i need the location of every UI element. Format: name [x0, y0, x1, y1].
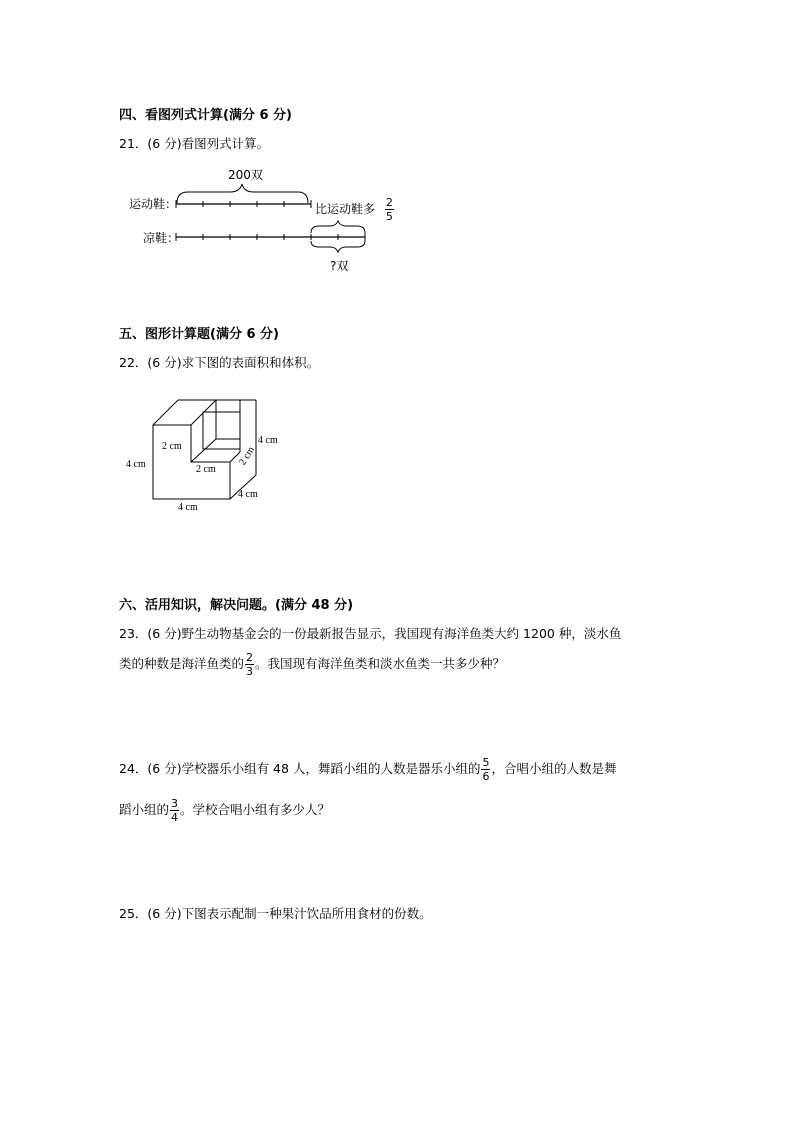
q21-compare-label: 比运动鞋多 [315, 202, 376, 216]
q22-left-height-label: 4 cm [126, 459, 146, 470]
q23-fraction [245, 652, 254, 677]
q24-fraction1-num: 5 [482, 756, 490, 769]
q21-line-segments [170, 180, 380, 260]
q24-fraction2-den: 4 [171, 811, 179, 824]
q22-bottom-width-label: 4 cm [178, 502, 198, 513]
q22-inner-depth-label: 2 cm [237, 444, 258, 468]
q21-fraction [385, 197, 394, 222]
q24-line1-b: ，合唱小组的人数是舞 [491, 761, 617, 776]
q22-right-height-label: 4 cm [258, 435, 278, 446]
q21-extra-top-brace [311, 221, 365, 233]
section4-heading: 四、看图列式计算(满分 6 分) [119, 108, 292, 123]
q23-line2-a: 类的种数是海洋鱼类的 [119, 656, 245, 671]
q22-text: 22．(6 分)求下图的表面积和体积。 [119, 355, 320, 370]
q24-fraction2-num: 3 [171, 797, 179, 810]
section6-heading: 六、活用知识，解决问题。(满分 48 分) [119, 598, 354, 613]
q21-top-brace [177, 184, 308, 203]
q23-line1: 23．(6 分)野生动物基金会的一份最新报告显示，我国现有海洋鱼类大约 1200 种，淡水鱼 [119, 626, 622, 641]
q24-fraction1 [481, 757, 490, 782]
q21-unknown-label: ?双 [330, 259, 349, 273]
q24-line2 [119, 798, 330, 823]
section5-heading: 五、图形计算题(满分 6 分) [119, 327, 279, 342]
q23-fraction-den: 3 [246, 665, 254, 678]
q22-bottom-depth-label: 4 cm [238, 489, 258, 500]
q21-fraction-num: 2 [385, 196, 393, 209]
q23-line2-b: 。我国现有海洋鱼类和淡水鱼类一共多少种？ [255, 656, 506, 671]
q21-row1-label: 运动鞋： [129, 197, 178, 211]
q24-line1-a: 24．(6 分)学校器乐小组有 48 人，舞蹈小组的人数是器乐小组的 [119, 761, 481, 776]
q24-line2-b: 。学校合唱小组有多少人？ [180, 802, 331, 817]
q25-text: 25．(6 分)下图表示配制一种果汁饮品所用食材的份数。 [119, 906, 432, 921]
q21-text: 21．(6 分)看图列式计算。 [119, 136, 270, 151]
q23-line2 [119, 652, 505, 677]
q21-top-label: 200双 [228, 168, 263, 182]
q21-extra-bottom-brace [311, 241, 365, 252]
q21-fraction-den: 5 [385, 210, 393, 223]
q21-row2-label: 凉鞋： [143, 231, 180, 245]
q24-line1 [119, 757, 616, 782]
q24-fraction1-den: 6 [482, 770, 490, 783]
q22-cube-figure [120, 392, 290, 517]
q23-fraction-num: 2 [246, 651, 254, 664]
q22-inner-height-label: 2 cm [162, 441, 182, 452]
q22-inner-width-label: 2 cm [196, 464, 216, 475]
q24-line2-a: 蹈小组的 [119, 802, 170, 817]
q24-fraction2 [170, 798, 179, 823]
